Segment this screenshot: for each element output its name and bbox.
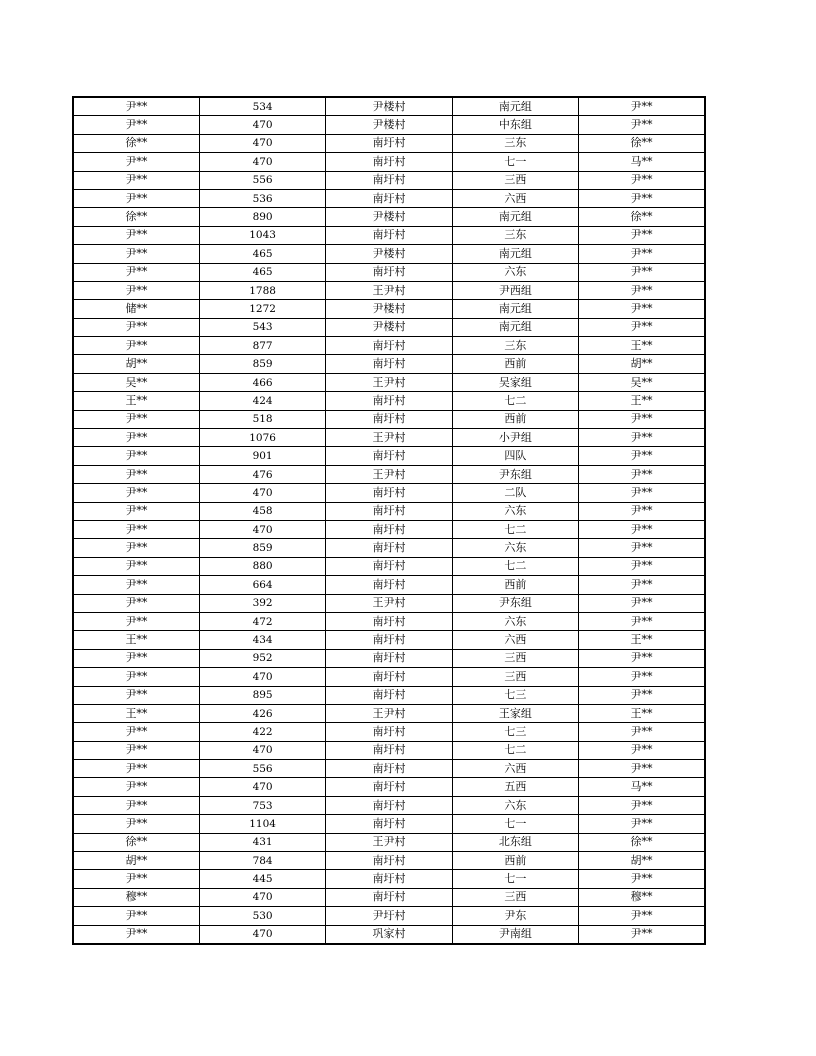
- table-row: [73, 447, 705, 465]
- name-cell: 尹**: [73, 576, 199, 594]
- group-cell: 三东: [452, 134, 578, 152]
- village-cell: 南圩村: [326, 686, 452, 704]
- name-cell: 尹**: [73, 760, 199, 778]
- amount-cell: 784: [199, 852, 325, 870]
- recipient-cell: 徐**: [579, 833, 705, 851]
- amount-cell: 465: [199, 263, 325, 281]
- amount-cell: 859: [199, 539, 325, 557]
- village-cell: 南圩村: [326, 852, 452, 870]
- name-cell: 尹**: [73, 723, 199, 741]
- table-row: [73, 134, 705, 152]
- village-cell: 南圩村: [326, 189, 452, 207]
- record-table: [72, 96, 706, 945]
- village-cell: 尹圩村: [326, 907, 452, 925]
- village-cell: 南圩村: [326, 815, 452, 833]
- amount-cell: 530: [199, 907, 325, 925]
- recipient-cell: 尹**: [579, 815, 705, 833]
- group-cell: 七二: [452, 557, 578, 575]
- name-cell: 尹**: [73, 245, 199, 263]
- village-cell: 王尹村: [326, 704, 452, 722]
- recipient-cell: 尹**: [579, 539, 705, 557]
- table-row: [73, 815, 705, 833]
- group-cell: 七一: [452, 870, 578, 888]
- village-cell: 巩家村: [326, 925, 452, 944]
- amount-cell: 1076: [199, 429, 325, 447]
- group-cell: 尹东组: [452, 465, 578, 483]
- table-row: [73, 594, 705, 612]
- table-row: [73, 796, 705, 814]
- amount-cell: 890: [199, 208, 325, 226]
- name-cell: 尹**: [73, 318, 199, 336]
- recipient-cell: 尹**: [579, 189, 705, 207]
- group-cell: 三西: [452, 649, 578, 667]
- table-row: [73, 723, 705, 741]
- amount-cell: 470: [199, 153, 325, 171]
- table-row: [73, 263, 705, 281]
- name-cell: 尹**: [73, 337, 199, 355]
- village-cell: 王尹村: [326, 594, 452, 612]
- village-cell: 南圩村: [326, 520, 452, 538]
- table-row: [73, 97, 705, 116]
- group-cell: 三西: [452, 171, 578, 189]
- recipient-cell: 胡**: [579, 852, 705, 870]
- recipient-cell: 尹**: [579, 870, 705, 888]
- amount-cell: 556: [199, 760, 325, 778]
- name-cell: 尹**: [73, 539, 199, 557]
- group-cell: 南元组: [452, 318, 578, 336]
- name-cell: 尹**: [73, 263, 199, 281]
- village-cell: 南圩村: [326, 668, 452, 686]
- amount-cell: 556: [199, 171, 325, 189]
- group-cell: 六东: [452, 263, 578, 281]
- amount-cell: 392: [199, 594, 325, 612]
- village-cell: 南圩村: [326, 796, 452, 814]
- recipient-cell: 尹**: [579, 245, 705, 263]
- village-cell: 尹楼村: [326, 300, 452, 318]
- recipient-cell: 尹**: [579, 429, 705, 447]
- name-cell: 尹**: [73, 796, 199, 814]
- name-cell: 尹**: [73, 668, 199, 686]
- name-cell: 王**: [73, 704, 199, 722]
- village-cell: 尹楼村: [326, 208, 452, 226]
- recipient-cell: 吴**: [579, 373, 705, 391]
- group-cell: 七一: [452, 815, 578, 833]
- village-cell: 南圩村: [326, 649, 452, 667]
- village-cell: 南圩村: [326, 171, 452, 189]
- recipient-cell: 尹**: [579, 484, 705, 502]
- name-cell: 徐**: [73, 208, 199, 226]
- name-cell: 胡**: [73, 852, 199, 870]
- village-cell: 尹楼村: [326, 116, 452, 134]
- group-cell: 吴家组: [452, 373, 578, 391]
- recipient-cell: 尹**: [579, 686, 705, 704]
- village-cell: 南圩村: [326, 612, 452, 630]
- amount-cell: 472: [199, 612, 325, 630]
- name-cell: 吴**: [73, 373, 199, 391]
- recipient-cell: 尹**: [579, 576, 705, 594]
- group-cell: 二队: [452, 484, 578, 502]
- group-cell: 三西: [452, 668, 578, 686]
- amount-cell: 470: [199, 778, 325, 796]
- recipient-cell: 尹**: [579, 465, 705, 483]
- amount-cell: 1104: [199, 815, 325, 833]
- recipient-cell: 尹**: [579, 263, 705, 281]
- group-cell: 六西: [452, 760, 578, 778]
- recipient-cell: 尹**: [579, 612, 705, 630]
- table-row: [73, 925, 705, 944]
- table-row: [73, 465, 705, 483]
- group-cell: 六西: [452, 189, 578, 207]
- group-cell: 七二: [452, 520, 578, 538]
- group-cell: 南元组: [452, 208, 578, 226]
- table-row: [73, 429, 705, 447]
- group-cell: 王家组: [452, 704, 578, 722]
- name-cell: 徐**: [73, 134, 199, 152]
- recipient-cell: 王**: [579, 392, 705, 410]
- village-cell: 南圩村: [326, 153, 452, 171]
- group-cell: 尹西组: [452, 281, 578, 299]
- name-cell: 尹**: [73, 594, 199, 612]
- village-cell: 南圩村: [326, 134, 452, 152]
- amount-cell: 445: [199, 870, 325, 888]
- group-cell: 西前: [452, 355, 578, 373]
- amount-cell: 424: [199, 392, 325, 410]
- group-cell: 南元组: [452, 97, 578, 116]
- recipient-cell: 马**: [579, 778, 705, 796]
- name-cell: 尹**: [73, 484, 199, 502]
- table-row: [73, 189, 705, 207]
- amount-cell: 880: [199, 557, 325, 575]
- amount-cell: 895: [199, 686, 325, 704]
- village-cell: 南圩村: [326, 355, 452, 373]
- table-row: [73, 888, 705, 906]
- table-row: [73, 631, 705, 649]
- amount-cell: 476: [199, 465, 325, 483]
- name-cell: 尹**: [73, 557, 199, 575]
- recipient-cell: 徐**: [579, 134, 705, 152]
- table-row: [73, 208, 705, 226]
- name-cell: 尹**: [73, 465, 199, 483]
- table-row: [73, 410, 705, 428]
- recipient-cell: 尹**: [579, 116, 705, 134]
- amount-cell: 859: [199, 355, 325, 373]
- table-row: [73, 612, 705, 630]
- group-cell: 七三: [452, 723, 578, 741]
- amount-cell: 470: [199, 520, 325, 538]
- table-row: [73, 337, 705, 355]
- amount-cell: 470: [199, 925, 325, 944]
- table-row: [73, 153, 705, 171]
- recipient-cell: 尹**: [579, 226, 705, 244]
- table-row: [73, 778, 705, 796]
- recipient-cell: 尹**: [579, 300, 705, 318]
- amount-cell: 431: [199, 833, 325, 851]
- amount-cell: 543: [199, 318, 325, 336]
- village-cell: 尹楼村: [326, 245, 452, 263]
- table-row: [73, 116, 705, 134]
- village-cell: 王尹村: [326, 373, 452, 391]
- village-cell: 南圩村: [326, 392, 452, 410]
- group-cell: 七二: [452, 741, 578, 759]
- village-cell: 南圩村: [326, 631, 452, 649]
- recipient-cell: 王**: [579, 631, 705, 649]
- name-cell: 尹**: [73, 410, 199, 428]
- table-row: [73, 704, 705, 722]
- amount-cell: 1272: [199, 300, 325, 318]
- table-row: [73, 171, 705, 189]
- amount-cell: 952: [199, 649, 325, 667]
- table-row: [73, 502, 705, 520]
- recipient-cell: 尹**: [579, 281, 705, 299]
- village-cell: 尹楼村: [326, 97, 452, 116]
- table-row: [73, 300, 705, 318]
- table-row: [73, 245, 705, 263]
- group-cell: 七二: [452, 392, 578, 410]
- amount-cell: 470: [199, 668, 325, 686]
- group-cell: 四队: [452, 447, 578, 465]
- group-cell: 六东: [452, 796, 578, 814]
- table-row: [73, 281, 705, 299]
- table-row: [73, 907, 705, 925]
- table-row: [73, 741, 705, 759]
- amount-cell: 664: [199, 576, 325, 594]
- group-cell: 南元组: [452, 300, 578, 318]
- village-cell: 南圩村: [326, 778, 452, 796]
- village-cell: 南圩村: [326, 760, 452, 778]
- amount-cell: 466: [199, 373, 325, 391]
- amount-cell: 434: [199, 631, 325, 649]
- village-cell: 南圩村: [326, 410, 452, 428]
- table-row: [73, 539, 705, 557]
- table-row: [73, 852, 705, 870]
- recipient-cell: 尹**: [579, 668, 705, 686]
- group-cell: 七三: [452, 686, 578, 704]
- table-row: [73, 760, 705, 778]
- name-cell: 尹**: [73, 281, 199, 299]
- village-cell: 南圩村: [326, 502, 452, 520]
- recipient-cell: 尹**: [579, 447, 705, 465]
- village-cell: 王尹村: [326, 429, 452, 447]
- recipient-cell: 尹**: [579, 796, 705, 814]
- group-cell: 三东: [452, 226, 578, 244]
- recipient-cell: 马**: [579, 153, 705, 171]
- village-cell: 南圩村: [326, 337, 452, 355]
- group-cell: 北东组: [452, 833, 578, 851]
- recipient-cell: 胡**: [579, 355, 705, 373]
- amount-cell: 470: [199, 134, 325, 152]
- group-cell: 小尹组: [452, 429, 578, 447]
- village-cell: 王尹村: [326, 833, 452, 851]
- name-cell: 尹**: [73, 741, 199, 759]
- recipient-cell: 尹**: [579, 925, 705, 944]
- name-cell: 胡**: [73, 355, 199, 373]
- recipient-cell: 尹**: [579, 723, 705, 741]
- table-row: [73, 557, 705, 575]
- village-cell: 尹楼村: [326, 318, 452, 336]
- name-cell: 尹**: [73, 612, 199, 630]
- group-cell: 六东: [452, 539, 578, 557]
- village-cell: 南圩村: [326, 484, 452, 502]
- village-cell: 南圩村: [326, 447, 452, 465]
- table-row: [73, 686, 705, 704]
- table-row: [73, 668, 705, 686]
- amount-cell: 1043: [199, 226, 325, 244]
- name-cell: 尹**: [73, 870, 199, 888]
- recipient-cell: 尹**: [579, 318, 705, 336]
- name-cell: 尹**: [73, 502, 199, 520]
- name-cell: 徐**: [73, 833, 199, 851]
- recipient-cell: 尹**: [579, 410, 705, 428]
- group-cell: 六西: [452, 631, 578, 649]
- amount-cell: 518: [199, 410, 325, 428]
- table-row: [73, 833, 705, 851]
- name-cell: 王**: [73, 631, 199, 649]
- table-row: [73, 576, 705, 594]
- recipient-cell: 尹**: [579, 649, 705, 667]
- name-cell: 穆**: [73, 888, 199, 906]
- group-cell: 尹东组: [452, 594, 578, 612]
- name-cell: 尹**: [73, 171, 199, 189]
- name-cell: 储**: [73, 300, 199, 318]
- table-row: [73, 484, 705, 502]
- amount-cell: 534: [199, 97, 325, 116]
- recipient-cell: 尹**: [579, 760, 705, 778]
- amount-cell: 470: [199, 888, 325, 906]
- recipient-cell: 尹**: [579, 557, 705, 575]
- village-cell: 南圩村: [326, 741, 452, 759]
- group-cell: 西前: [452, 852, 578, 870]
- recipient-cell: 尹**: [579, 502, 705, 520]
- village-cell: 南圩村: [326, 723, 452, 741]
- amount-cell: 470: [199, 116, 325, 134]
- recipient-cell: 徐**: [579, 208, 705, 226]
- name-cell: 尹**: [73, 907, 199, 925]
- recipient-cell: 尹**: [579, 520, 705, 538]
- name-cell: 尹**: [73, 520, 199, 538]
- amount-cell: 901: [199, 447, 325, 465]
- name-cell: 尹**: [73, 189, 199, 207]
- village-cell: 王尹村: [326, 281, 452, 299]
- table-row: [73, 649, 705, 667]
- group-cell: 尹东: [452, 907, 578, 925]
- table-row: [73, 318, 705, 336]
- amount-cell: 536: [199, 189, 325, 207]
- name-cell: 尹**: [73, 815, 199, 833]
- amount-cell: 470: [199, 484, 325, 502]
- table-row: [73, 520, 705, 538]
- table-row: [73, 870, 705, 888]
- amount-cell: 470: [199, 741, 325, 759]
- name-cell: 尹**: [73, 686, 199, 704]
- group-cell: 西前: [452, 410, 578, 428]
- village-cell: 南圩村: [326, 539, 452, 557]
- table-row: [73, 373, 705, 391]
- amount-cell: 1788: [199, 281, 325, 299]
- amount-cell: 422: [199, 723, 325, 741]
- amount-cell: 753: [199, 796, 325, 814]
- name-cell: 王**: [73, 392, 199, 410]
- village-cell: 南圩村: [326, 226, 452, 244]
- amount-cell: 877: [199, 337, 325, 355]
- name-cell: 尹**: [73, 226, 199, 244]
- group-cell: 七一: [452, 153, 578, 171]
- recipient-cell: 尹**: [579, 741, 705, 759]
- table-row: [73, 392, 705, 410]
- name-cell: 尹**: [73, 116, 199, 134]
- name-cell: 尹**: [73, 429, 199, 447]
- group-cell: 西前: [452, 576, 578, 594]
- group-cell: 三东: [452, 337, 578, 355]
- recipient-cell: 穆**: [579, 888, 705, 906]
- record-table-body: [73, 97, 705, 944]
- amount-cell: 426: [199, 704, 325, 722]
- group-cell: 中东组: [452, 116, 578, 134]
- village-cell: 南圩村: [326, 870, 452, 888]
- village-cell: 南圩村: [326, 263, 452, 281]
- name-cell: 尹**: [73, 153, 199, 171]
- name-cell: 尹**: [73, 97, 199, 116]
- recipient-cell: 王**: [579, 704, 705, 722]
- group-cell: 六东: [452, 612, 578, 630]
- table-row: [73, 355, 705, 373]
- village-cell: 南圩村: [326, 576, 452, 594]
- group-cell: 尹南组: [452, 925, 578, 944]
- group-cell: 六东: [452, 502, 578, 520]
- name-cell: 尹**: [73, 447, 199, 465]
- recipient-cell: 尹**: [579, 907, 705, 925]
- village-cell: 南圩村: [326, 557, 452, 575]
- name-cell: 尹**: [73, 649, 199, 667]
- recipient-cell: 尹**: [579, 97, 705, 116]
- group-cell: 五西: [452, 778, 578, 796]
- amount-cell: 465: [199, 245, 325, 263]
- group-cell: 三西: [452, 888, 578, 906]
- table-row: [73, 226, 705, 244]
- name-cell: 尹**: [73, 778, 199, 796]
- record-table-container: [72, 96, 704, 945]
- recipient-cell: 王**: [579, 337, 705, 355]
- village-cell: 王尹村: [326, 465, 452, 483]
- village-cell: 南圩村: [326, 888, 452, 906]
- name-cell: 尹**: [73, 925, 199, 944]
- group-cell: 南元组: [452, 245, 578, 263]
- recipient-cell: 尹**: [579, 171, 705, 189]
- amount-cell: 458: [199, 502, 325, 520]
- recipient-cell: 尹**: [579, 594, 705, 612]
